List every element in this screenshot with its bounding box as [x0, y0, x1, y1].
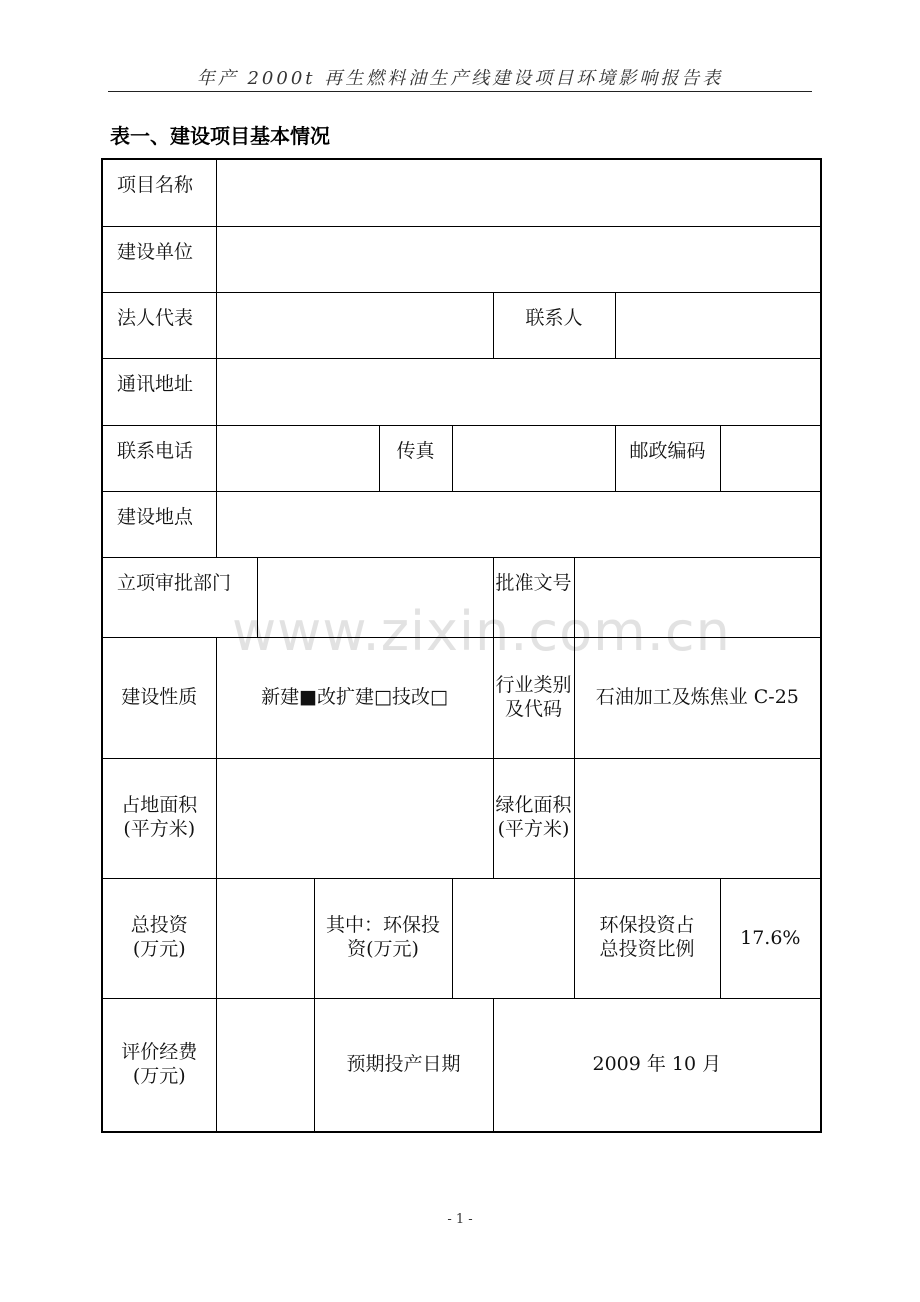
fax-label: 传真 [379, 425, 452, 491]
row-mailing-address [102, 358, 821, 425]
land-area-label [102, 758, 216, 878]
project-info-table [101, 158, 822, 1133]
env-ratio-label [574, 878, 720, 998]
legal-rep-label: 法人代表 [102, 292, 216, 358]
project-name-field[interactable] [216, 159, 821, 226]
env-invest-label-line1: 其中：环保投 [325, 914, 440, 937]
industry-label [493, 637, 574, 758]
phone-label: 联系电话 [102, 425, 216, 491]
total-invest-label-line1: 总投资 [130, 914, 188, 937]
industry-label-line2: 及代码 [504, 697, 562, 720]
site-label: 建设地点 [102, 491, 216, 557]
row-approval [102, 557, 821, 637]
mailing-address-field[interactable] [216, 358, 821, 425]
row-investment [102, 878, 821, 998]
site-field[interactable] [216, 491, 821, 557]
land-area-label-line1: 占地面积 [121, 794, 198, 817]
fax-field[interactable] [452, 425, 615, 491]
running-header-title: 年产 2000t 再生燃料油生产线建设项目环境影响报告表 [196, 68, 724, 89]
env-ratio-value: 17.6% [720, 878, 821, 998]
row-construction-unit [102, 226, 821, 292]
green-area-label-line1: 绿化面积 [495, 794, 572, 817]
construction-unit-label: 建设单位 [102, 226, 216, 292]
contact-person-label: 联系人 [493, 292, 615, 358]
postcode-field[interactable] [720, 425, 821, 491]
row-legal-rep [102, 292, 821, 358]
eval-fee-label-line1: 评价经费 [121, 1041, 198, 1063]
nature-options[interactable]: 新建■改扩建□技改□ [216, 637, 493, 758]
industry-label-line1: 行业类别 [495, 673, 572, 696]
watermark: www.zixin.com.cn [232, 600, 731, 663]
total-invest-field[interactable] [216, 878, 314, 998]
eval-fee-label [102, 998, 216, 1132]
postcode-label: 邮政编码 [615, 425, 720, 491]
contact-person-field[interactable] [615, 292, 821, 358]
eval-fee-label-line2: (万元) [132, 1064, 186, 1087]
nature-label: 建设性质 [102, 637, 216, 758]
phone-field[interactable] [216, 425, 379, 491]
row-areas [102, 758, 821, 878]
row-fee-date [102, 998, 821, 1132]
green-area-label-line2: (平方米) [497, 818, 570, 840]
eval-fee-field[interactable] [216, 998, 314, 1132]
row-project-name [102, 159, 821, 226]
approval-no-field[interactable] [574, 557, 821, 637]
approval-no-label: 批准文号 [493, 557, 574, 637]
env-invest-field[interactable] [452, 878, 574, 998]
project-name-label: 项目名称 [102, 159, 216, 226]
page-number: - 1 - [447, 1212, 473, 1227]
row-phone-fax-postcode [102, 425, 821, 491]
approval-dept-field[interactable] [257, 557, 493, 637]
total-invest-label [102, 878, 216, 998]
green-area-label [493, 758, 574, 878]
env-ratio-label-line1: 环保投资占 [599, 914, 695, 937]
green-area-field[interactable] [574, 758, 821, 878]
env-ratio-label-line2: 总投资比例 [599, 938, 695, 960]
approval-dept-label: 立项审批部门 [102, 557, 257, 637]
section-title: 表一、建设项目基本情况 [110, 124, 330, 148]
mailing-address-label: 通讯地址 [102, 358, 216, 425]
expected-date-label: 预期投产日期 [314, 998, 493, 1132]
land-area-label-line2: (平方米) [123, 818, 196, 840]
env-invest-label [314, 878, 452, 998]
header-rule [108, 91, 812, 92]
row-nature-industry [102, 637, 821, 758]
expected-date-value: 2009 年 10 月 [493, 998, 821, 1132]
row-site [102, 491, 821, 557]
construction-unit-field[interactable] [216, 226, 821, 292]
env-invest-label-line2: 资(万元) [347, 938, 419, 960]
legal-rep-field[interactable] [216, 292, 493, 358]
industry-value: 石油加工及炼焦业 C-25 [574, 637, 821, 758]
land-area-field[interactable] [216, 758, 493, 878]
total-invest-label-line2: (万元) [132, 938, 186, 960]
